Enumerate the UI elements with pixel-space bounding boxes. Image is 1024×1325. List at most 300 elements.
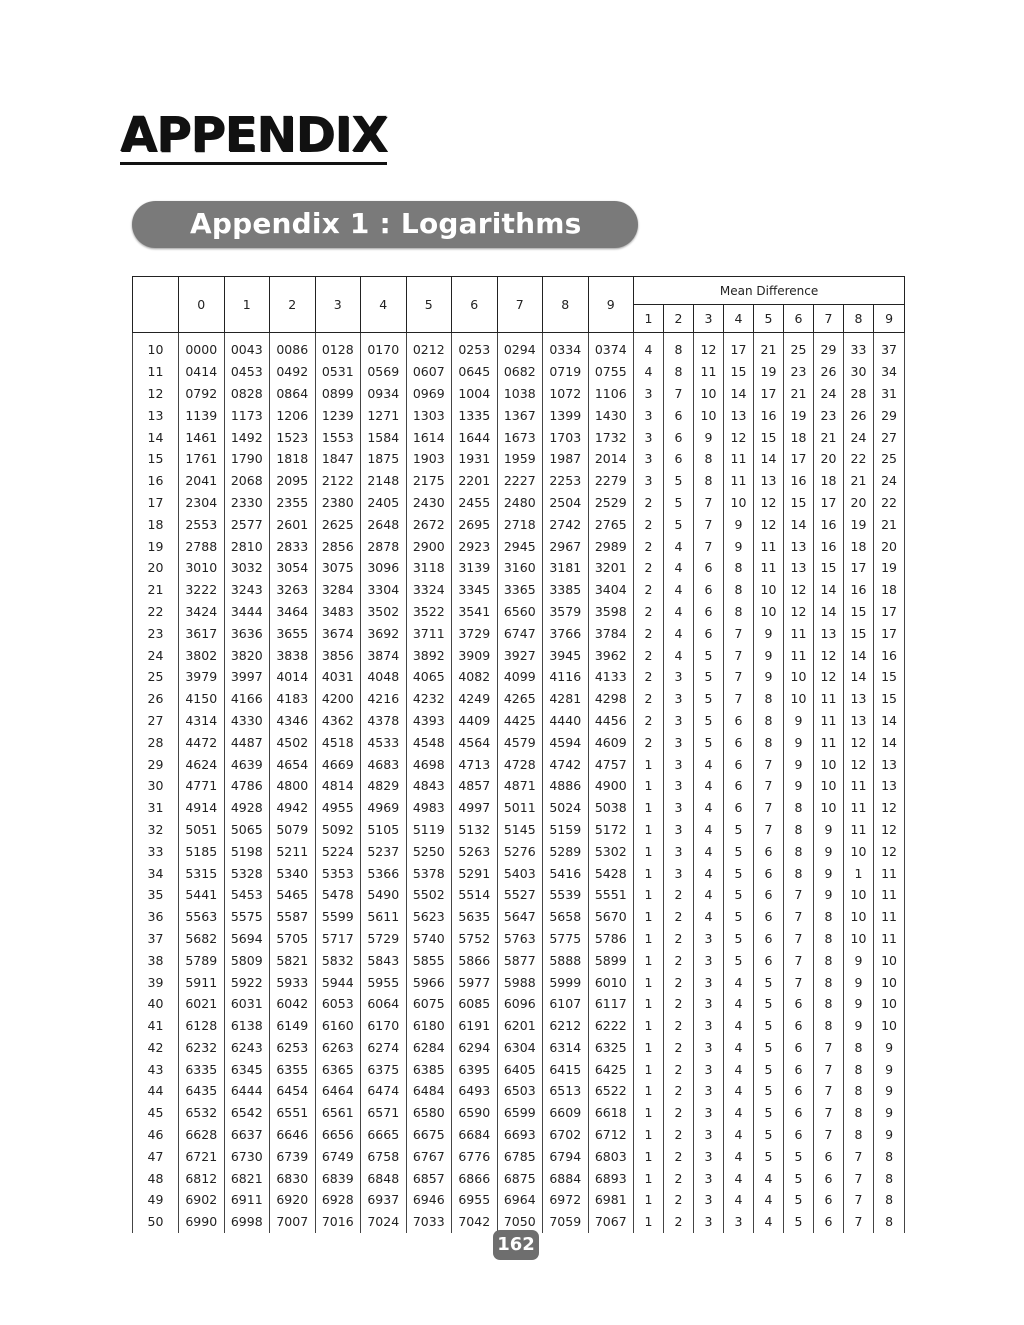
mean-difference-cell: 2 — [664, 1102, 694, 1124]
mean-difference-cell: 17 — [724, 333, 754, 361]
log-value-cell: 6749 — [315, 1145, 361, 1167]
log-value-cell: 2529 — [588, 492, 634, 514]
log-value-cell: 4330 — [224, 710, 270, 732]
mean-difference-cell: 10 — [874, 949, 905, 971]
log-value-cell: 4048 — [361, 666, 407, 688]
mean-difference-cell: 12 — [784, 579, 814, 601]
log-value-cell: 4624 — [179, 753, 225, 775]
log-value-cell: 0828 — [224, 383, 270, 405]
log-value-cell: 5198 — [224, 840, 270, 862]
mean-difference-cell: 4 — [724, 1102, 754, 1124]
mean-difference-cell: 2 — [664, 993, 694, 1015]
log-value-cell: 5224 — [315, 840, 361, 862]
log-value-cell: 1303 — [406, 404, 452, 426]
mean-difference-cell: 4 — [694, 775, 724, 797]
mean-difference-cell: 6 — [814, 1189, 844, 1211]
log-value-cell: 2279 — [588, 470, 634, 492]
mean-difference-cell: 3 — [694, 1080, 724, 1102]
log-value-cell: 6149 — [270, 1015, 316, 1037]
log-value-cell: 1239 — [315, 404, 361, 426]
log-value-cell: 4082 — [452, 666, 498, 688]
mean-difference-cell: 4 — [694, 797, 724, 819]
mean-difference-cell: 33 — [844, 333, 874, 361]
log-value-cell: 0934 — [361, 383, 407, 405]
log-value-cell: 6794 — [543, 1145, 589, 1167]
log-value-cell: 2601 — [270, 513, 316, 535]
log-value-cell: 4116 — [543, 666, 589, 688]
log-value-cell: 3522 — [406, 601, 452, 623]
log-value-cell: 2014 — [588, 448, 634, 470]
log-value-cell: 0607 — [406, 361, 452, 383]
mean-difference-cell: 7 — [784, 928, 814, 950]
mean-difference-cell: 12 — [844, 753, 874, 775]
table-row — [133, 644, 905, 666]
table-header — [133, 277, 905, 333]
mean-difference-cell: 2 — [664, 884, 694, 906]
mean-difference-cell: 17 — [754, 383, 784, 405]
log-value-cell: 4969 — [361, 797, 407, 819]
mean-difference-cell: 6 — [694, 622, 724, 644]
log-value-cell: 2553 — [179, 513, 225, 535]
log-value-cell: 1461 — [179, 426, 225, 448]
log-value-cell: 0569 — [361, 361, 407, 383]
mean-difference-cell: 3 — [634, 404, 664, 426]
log-value-cell: 2330 — [224, 492, 270, 514]
mean-difference-cell: 9 — [814, 840, 844, 862]
log-value-cell: 3617 — [179, 622, 225, 644]
mean-difference-cell: 11 — [844, 819, 874, 841]
mean-difference-cell: 6 — [784, 1037, 814, 1059]
mean-difference-cell: 5 — [694, 688, 724, 710]
log-value-cell: 3579 — [543, 601, 589, 623]
mean-difference-column-header: 8 — [844, 305, 874, 333]
mean-difference-cell: 5 — [754, 993, 784, 1015]
mean-difference-cell: 7 — [784, 971, 814, 993]
row-number-cell: 36 — [133, 906, 179, 928]
row-number-cell: 10 — [133, 333, 179, 361]
mean-difference-cell: 5 — [754, 1124, 784, 1146]
log-value-cell: 5490 — [361, 884, 407, 906]
log-value-cell: 6830 — [270, 1167, 316, 1189]
mean-difference-cell: 4 — [724, 971, 754, 993]
row-number-cell: 18 — [133, 513, 179, 535]
log-value-cell: 2833 — [270, 535, 316, 557]
mean-difference-cell: 2 — [664, 1080, 694, 1102]
mean-difference-cell: 3 — [634, 470, 664, 492]
mean-difference-cell: 6 — [754, 906, 784, 928]
mean-difference-cell: 25 — [874, 448, 905, 470]
log-value-cell: 0645 — [452, 361, 498, 383]
log-value-cell: 3655 — [270, 622, 316, 644]
log-value-cell: 4829 — [361, 775, 407, 797]
log-value-cell: 2253 — [543, 470, 589, 492]
log-value-cell: 5514 — [452, 884, 498, 906]
log-value-cell: 6821 — [224, 1167, 270, 1189]
mean-difference-column-header: 4 — [724, 305, 754, 333]
log-value-cell: 1703 — [543, 426, 589, 448]
log-value-cell: 3874 — [361, 644, 407, 666]
mean-difference-cell: 6 — [724, 797, 754, 819]
mean-difference-cell: 17 — [784, 448, 814, 470]
log-value-cell: 2380 — [315, 492, 361, 514]
mean-difference-cell: 3 — [694, 1037, 724, 1059]
log-value-cell: 5775 — [543, 928, 589, 950]
mean-difference-cell: 5 — [754, 971, 784, 993]
mean-difference-cell: 3 — [694, 993, 724, 1015]
log-value-cell: 3385 — [543, 579, 589, 601]
log-value-cell: 7016 — [315, 1211, 361, 1233]
log-value-cell: 6201 — [497, 1015, 543, 1037]
mean-difference-cell: 8 — [814, 971, 844, 993]
log-value-cell: 6590 — [452, 1102, 498, 1124]
mean-difference-cell: 12 — [694, 333, 724, 361]
mean-difference-cell: 6 — [694, 579, 724, 601]
mean-difference-cell: 24 — [874, 470, 905, 492]
mean-difference-cell: 1 — [634, 862, 664, 884]
log-value-cell: 6464 — [315, 1080, 361, 1102]
log-value-cell: 3979 — [179, 666, 225, 688]
mean-difference-cell: 1 — [634, 993, 664, 1015]
log-value-cell: 5623 — [406, 906, 452, 928]
log-value-cell: 5647 — [497, 906, 543, 928]
log-value-cell: 4232 — [406, 688, 452, 710]
log-value-cell: 5670 — [588, 906, 634, 928]
log-value-cell: 4857 — [452, 775, 498, 797]
log-value-cell: 1038 — [497, 383, 543, 405]
log-value-cell: 6335 — [179, 1058, 225, 1080]
mean-difference-cell: 16 — [754, 404, 784, 426]
log-value-cell: 5944 — [315, 971, 361, 993]
log-value-cell: 5185 — [179, 840, 225, 862]
log-value-cell: 3075 — [315, 557, 361, 579]
section-banner — [132, 201, 638, 248]
mean-difference-cell: 9 — [844, 971, 874, 993]
mean-difference-cell: 25 — [784, 333, 814, 361]
mean-difference-cell: 15 — [754, 426, 784, 448]
table-row — [133, 1167, 905, 1189]
row-number-cell: 19 — [133, 535, 179, 557]
log-value-cell: 0531 — [315, 361, 361, 383]
log-value-cell: 2455 — [452, 492, 498, 514]
mean-difference-cell: 8 — [724, 579, 754, 601]
log-value-cell: 3243 — [224, 579, 270, 601]
mean-difference-cell: 5 — [664, 492, 694, 514]
mean-difference-cell: 14 — [784, 513, 814, 535]
mean-difference-cell: 10 — [724, 492, 754, 514]
log-value-cell: 4031 — [315, 666, 361, 688]
log-value-cell: 4786 — [224, 775, 270, 797]
log-value-cell: 6243 — [224, 1037, 270, 1059]
mean-difference-cell: 3 — [634, 426, 664, 448]
mean-difference-cell: 14 — [724, 383, 754, 405]
mean-difference-cell: 1 — [634, 884, 664, 906]
log-value-cell: 4800 — [270, 775, 316, 797]
log-value-cell: 6839 — [315, 1167, 361, 1189]
log-value-cell: 2878 — [361, 535, 407, 557]
log-value-cell: 3636 — [224, 622, 270, 644]
log-value-cell: 5966 — [406, 971, 452, 993]
log-value-cell: 3502 — [361, 601, 407, 623]
column-header: 9 — [588, 277, 634, 333]
mean-difference-cell: 8 — [814, 928, 844, 950]
log-value-cell: 1847 — [315, 448, 361, 470]
log-value-cell: 3181 — [543, 557, 589, 579]
log-value-cell: 6665 — [361, 1124, 407, 1146]
mean-difference-cell: 8 — [814, 1015, 844, 1037]
log-value-cell: 2201 — [452, 470, 498, 492]
log-value-cell: 3541 — [452, 601, 498, 623]
mean-difference-cell: 2 — [664, 1037, 694, 1059]
mean-difference-cell: 8 — [754, 731, 784, 753]
mean-difference-cell: 17 — [844, 557, 874, 579]
log-value-cell: 1430 — [588, 404, 634, 426]
mean-difference-cell: 3 — [664, 862, 694, 884]
log-value-cell: 6232 — [179, 1037, 225, 1059]
mean-difference-cell: 11 — [874, 884, 905, 906]
log-value-cell: 5877 — [497, 949, 543, 971]
log-value-cell: 1903 — [406, 448, 452, 470]
log-value-cell: 2122 — [315, 470, 361, 492]
mean-difference-cell: 5 — [724, 884, 754, 906]
mean-difference-cell: 5 — [754, 1015, 784, 1037]
log-value-cell: 5328 — [224, 862, 270, 884]
mean-difference-cell: 6 — [754, 884, 784, 906]
mean-difference-cell: 2 — [634, 666, 664, 688]
mean-difference-cell: 4 — [724, 1037, 754, 1059]
log-value-cell: 4440 — [543, 710, 589, 732]
mean-difference-cell: 9 — [754, 622, 784, 644]
log-value-cell: 1106 — [588, 383, 634, 405]
log-value-cell: 6946 — [406, 1189, 452, 1211]
row-number-cell: 16 — [133, 470, 179, 492]
log-value-cell: 5789 — [179, 949, 225, 971]
mean-difference-cell: 4 — [724, 1058, 754, 1080]
mean-difference-cell: 4 — [664, 557, 694, 579]
log-value-cell: 4533 — [361, 731, 407, 753]
row-number-cell: 32 — [133, 819, 179, 841]
table-row — [133, 797, 905, 819]
mean-difference-cell: 13 — [784, 557, 814, 579]
column-header: 6 — [452, 277, 498, 333]
mean-difference-cell: 16 — [844, 579, 874, 601]
mean-difference-cell: 1 — [634, 949, 664, 971]
log-value-cell: 6560 — [497, 601, 543, 623]
mean-difference-cell: 5 — [754, 1037, 784, 1059]
log-value-cell: 6812 — [179, 1167, 225, 1189]
row-number-cell: 33 — [133, 840, 179, 862]
row-number-cell: 21 — [133, 579, 179, 601]
log-value-cell: 5740 — [406, 928, 452, 950]
table-row — [133, 1124, 905, 1146]
mean-difference-cell: 14 — [844, 666, 874, 688]
mean-difference-cell: 1 — [634, 797, 664, 819]
mean-difference-cell: 10 — [814, 775, 844, 797]
log-value-cell: 5353 — [315, 862, 361, 884]
log-value-cell: 4914 — [179, 797, 225, 819]
mean-difference-cell: 15 — [724, 361, 754, 383]
log-value-cell: 3284 — [315, 579, 361, 601]
mean-difference-cell: 10 — [844, 840, 874, 862]
log-value-cell: 5263 — [452, 840, 498, 862]
mean-difference-cell: 1 — [634, 928, 664, 950]
log-value-cell: 7024 — [361, 1211, 407, 1233]
column-header: 7 — [497, 277, 543, 333]
mean-difference-cell: 1 — [634, 1080, 664, 1102]
log-value-cell: 4472 — [179, 731, 225, 753]
mean-difference-cell: 2 — [634, 644, 664, 666]
log-value-cell: 2718 — [497, 513, 543, 535]
mean-difference-cell: 3 — [664, 753, 694, 775]
log-value-cell: 6609 — [543, 1102, 589, 1124]
mean-difference-cell: 5 — [664, 470, 694, 492]
mean-difference-cell: 6 — [694, 601, 724, 623]
log-value-cell: 3096 — [361, 557, 407, 579]
mean-difference-cell: 11 — [814, 688, 844, 710]
table-row — [133, 404, 905, 426]
mean-difference-cell: 18 — [814, 470, 844, 492]
mean-difference-cell: 1 — [634, 753, 664, 775]
table-row — [133, 775, 905, 797]
mean-difference-cell: 2 — [634, 492, 664, 514]
row-number-cell: 41 — [133, 1015, 179, 1037]
mean-difference-cell: 3 — [664, 797, 694, 819]
mean-difference-cell: 2 — [664, 1211, 694, 1233]
mean-difference-cell: 8 — [784, 862, 814, 884]
log-value-cell: 4487 — [224, 731, 270, 753]
mean-difference-cell: 5 — [724, 840, 754, 862]
column-header: 4 — [361, 277, 407, 333]
row-number-cell: 47 — [133, 1145, 179, 1167]
mean-difference-cell: 9 — [844, 949, 874, 971]
log-value-cell: 5821 — [270, 949, 316, 971]
log-value-cell: 3304 — [361, 579, 407, 601]
log-value-cell: 4099 — [497, 666, 543, 688]
mean-difference-cell: 11 — [754, 557, 784, 579]
log-value-cell: 6739 — [270, 1145, 316, 1167]
mean-difference-cell: 2 — [664, 1189, 694, 1211]
mean-difference-cell: 7 — [754, 753, 784, 775]
mean-difference-cell: 8 — [754, 710, 784, 732]
log-value-cell: 5911 — [179, 971, 225, 993]
log-value-cell: 3598 — [588, 601, 634, 623]
row-number-cell: 11 — [133, 361, 179, 383]
mean-difference-cell: 13 — [874, 775, 905, 797]
mean-difference-cell: 5 — [724, 906, 754, 928]
row-number-cell: 42 — [133, 1037, 179, 1059]
mean-difference-cell: 14 — [754, 448, 784, 470]
mean-difference-cell: 14 — [844, 644, 874, 666]
log-value-cell: 5855 — [406, 949, 452, 971]
log-value-cell: 6138 — [224, 1015, 270, 1037]
mean-difference-cell: 8 — [664, 361, 694, 383]
mean-difference-cell: 8 — [664, 333, 694, 361]
log-value-cell: 6274 — [361, 1037, 407, 1059]
log-value-cell: 6075 — [406, 993, 452, 1015]
mean-difference-cell: 4 — [664, 535, 694, 557]
log-value-cell: 7050 — [497, 1211, 543, 1233]
log-value-cell: 6493 — [452, 1080, 498, 1102]
log-value-cell: 6571 — [361, 1102, 407, 1124]
log-value-cell: 5763 — [497, 928, 543, 950]
log-value-cell: 4983 — [406, 797, 452, 819]
log-value-cell: 5237 — [361, 840, 407, 862]
log-value-cell: 3856 — [315, 644, 361, 666]
log-value-cell: 2355 — [270, 492, 316, 514]
log-value-cell: 5611 — [361, 906, 407, 928]
log-value-cell: 6937 — [361, 1189, 407, 1211]
mean-difference-cell: 16 — [814, 513, 844, 535]
log-value-cell: 5289 — [543, 840, 589, 862]
log-value-cell: 1732 — [588, 426, 634, 448]
row-number-cell: 35 — [133, 884, 179, 906]
mean-difference-cell: 5 — [784, 1145, 814, 1167]
log-value-cell: 2480 — [497, 492, 543, 514]
log-value-cell: 1761 — [179, 448, 225, 470]
log-value-cell: 3201 — [588, 557, 634, 579]
log-value-cell: 6385 — [406, 1058, 452, 1080]
mean-difference-cell: 1 — [634, 1211, 664, 1233]
table-row — [133, 535, 905, 557]
log-value-cell: 5011 — [497, 797, 543, 819]
mean-difference-cell: 5 — [694, 731, 724, 753]
log-value-cell: 2672 — [406, 513, 452, 535]
mean-difference-cell: 10 — [694, 383, 724, 405]
mean-difference-cell: 10 — [874, 1015, 905, 1037]
log-value-cell: 0414 — [179, 361, 225, 383]
mean-difference-cell: 7 — [814, 1124, 844, 1146]
log-value-cell: 5955 — [361, 971, 407, 993]
table-row — [133, 361, 905, 383]
mean-difference-cell: 8 — [724, 601, 754, 623]
log-value-cell: 2095 — [270, 470, 316, 492]
table-row — [133, 666, 905, 688]
mean-difference-cell: 2 — [664, 1015, 694, 1037]
mean-difference-cell: 7 — [664, 383, 694, 405]
log-value-cell: 6712 — [588, 1124, 634, 1146]
log-value-cell: 4698 — [406, 753, 452, 775]
mean-difference-cell: 4 — [754, 1189, 784, 1211]
mean-difference-cell: 9 — [694, 426, 724, 448]
log-value-cell: 6096 — [497, 993, 543, 1015]
log-value-cell: 4564 — [452, 731, 498, 753]
mean-difference-cell: 3 — [664, 819, 694, 841]
log-value-cell: 6444 — [224, 1080, 270, 1102]
log-value-cell: 4654 — [270, 753, 316, 775]
mean-difference-cell: 9 — [844, 1015, 874, 1037]
mean-difference-cell: 10 — [784, 666, 814, 688]
log-value-cell: 6513 — [543, 1080, 589, 1102]
log-value-cell: 0128 — [315, 333, 361, 361]
mean-difference-cell: 6 — [784, 1124, 814, 1146]
table-row — [133, 731, 905, 753]
mean-difference-cell: 1 — [634, 1015, 664, 1037]
mean-difference-cell: 5 — [724, 928, 754, 950]
log-value-cell: 0719 — [543, 361, 589, 383]
mean-difference-cell: 6 — [814, 1167, 844, 1189]
mean-difference-cell: 4 — [664, 622, 694, 644]
mean-difference-cell: 7 — [724, 666, 754, 688]
log-value-cell: 5527 — [497, 884, 543, 906]
log-value-cell: 3424 — [179, 601, 225, 623]
log-value-cell: 6053 — [315, 993, 361, 1015]
mean-difference-cell: 1 — [634, 1124, 664, 1146]
mean-difference-cell: 15 — [844, 622, 874, 644]
row-number-cell: 25 — [133, 666, 179, 688]
mean-difference-cell: 2 — [634, 513, 664, 535]
mean-difference-cell: 12 — [724, 426, 754, 448]
mean-difference-cell: 1 — [634, 819, 664, 841]
log-value-cell: 6021 — [179, 993, 225, 1015]
